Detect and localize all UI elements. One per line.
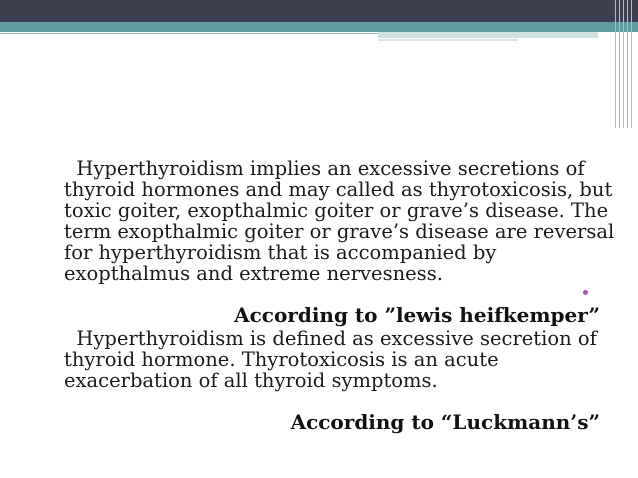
definition-paragraph-2	[64, 328, 597, 391]
header-accent-band	[378, 32, 598, 38]
decorative-vertical-rule	[615, 0, 616, 128]
text-line: toxic goiter, exopthalmic goiter or grave’s disease. The	[64, 199, 609, 222]
header-accent-rule	[378, 39, 518, 41]
decorative-vertical-rule	[627, 0, 628, 128]
attribution-lewis-heifkemper: According to ”lewis heifkemper”	[234, 303, 600, 327]
text-line: thyroid hormone. Thyrotoxicosis is an acute	[64, 348, 499, 371]
header-rule	[0, 33, 378, 34]
text-line: Hyperthyroidism implies an excessive secretions of	[64, 157, 585, 180]
header-bar	[0, 0, 638, 22]
text-line: term exopthalmic goiter or grave’s disease are reversal	[64, 220, 615, 243]
definition-paragraph-1	[64, 158, 614, 284]
attribution-luckmann: According to “Luckmann’s”	[290, 410, 600, 434]
text-line: exacerbation of all thyroid symptoms.	[64, 369, 438, 392]
decorative-vertical-rule	[623, 0, 624, 128]
bullet-dot-icon	[583, 290, 588, 295]
decorative-vertical-rule	[619, 0, 620, 128]
header-stripe	[0, 22, 638, 32]
text-line: for hyperthyroidism that is accompanied by	[64, 241, 497, 264]
text-line: Hyperthyroidism is defined as excessive secretion of	[64, 327, 597, 350]
decorative-vertical-rule	[631, 0, 632, 128]
text-line: thyroid hormones and may called as thyrotoxicosis, but	[64, 178, 613, 201]
text-line: exopthalmus and extreme nervesness.	[64, 262, 443, 285]
